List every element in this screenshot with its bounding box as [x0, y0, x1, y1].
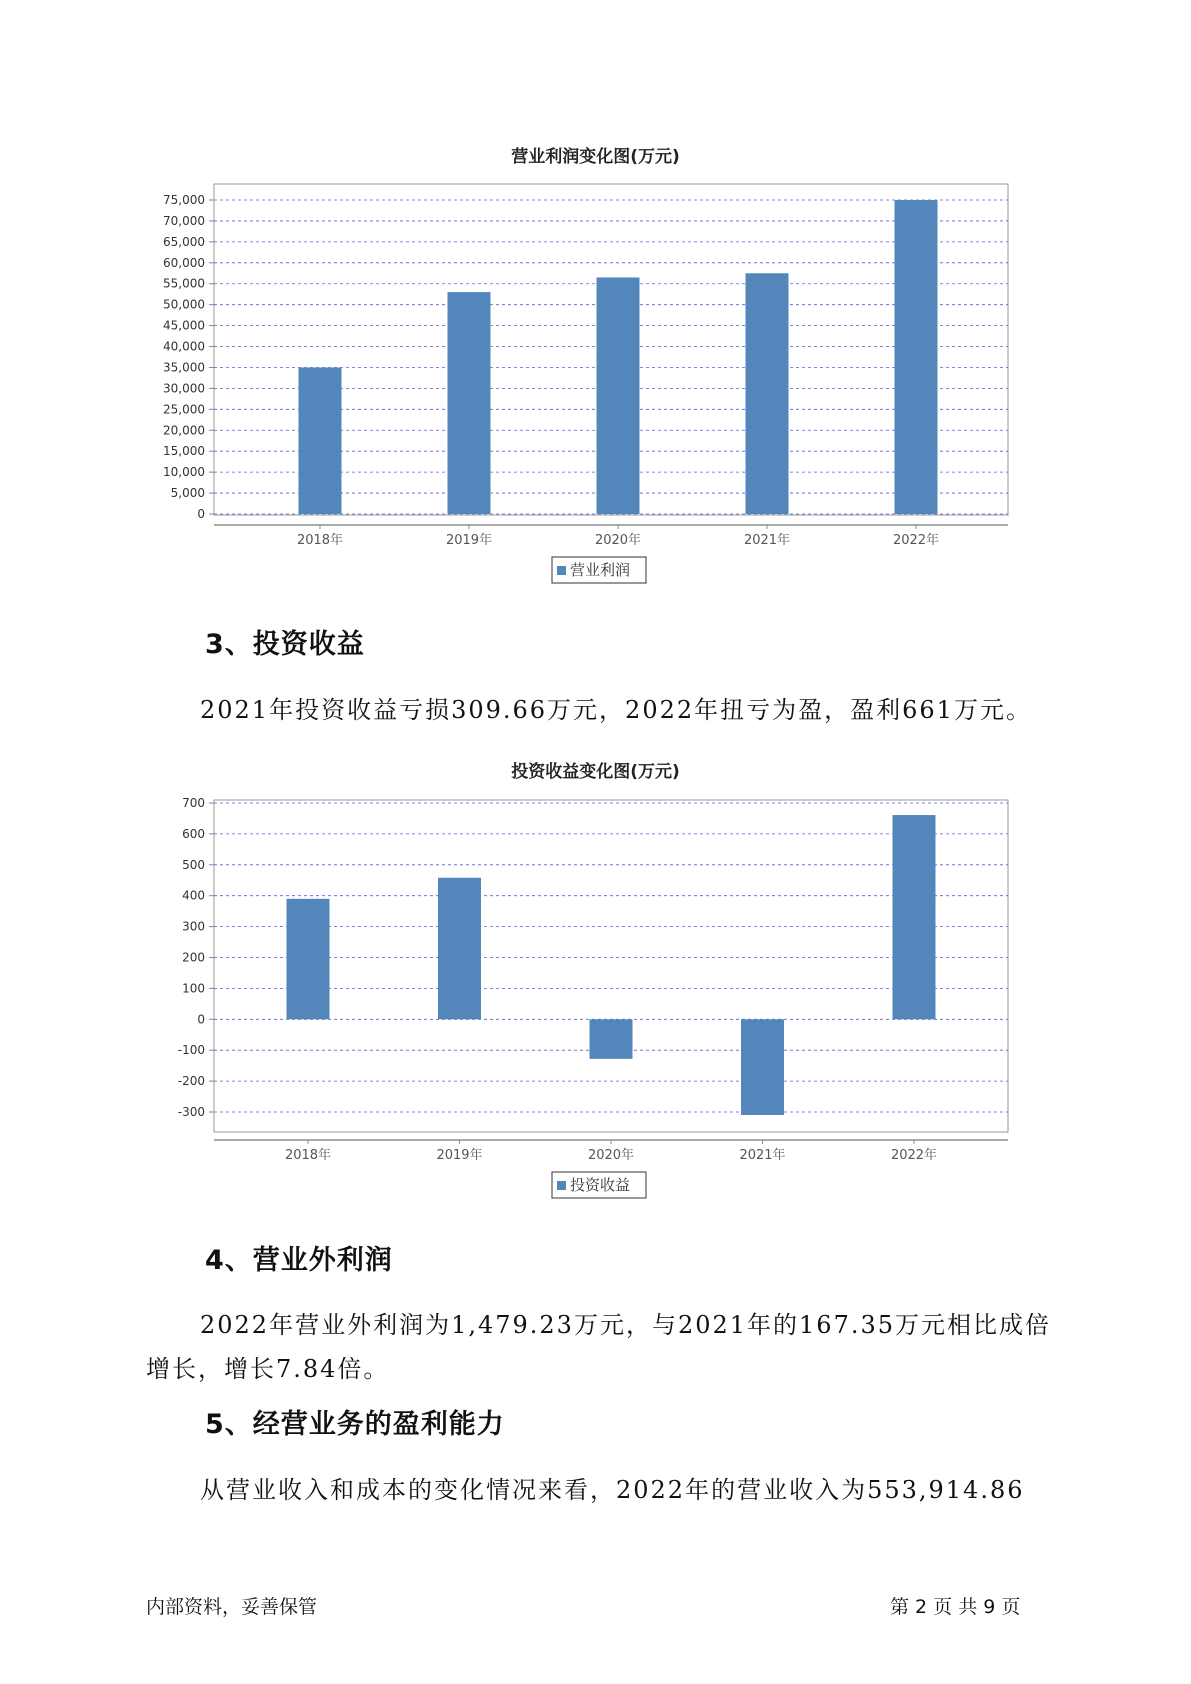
y-tick-label: 5,000	[170, 486, 205, 501]
x-tick-label: 2019年	[445, 533, 493, 548]
section3-paragraph: 2021年投资收益亏损309.66万元，2022年扭亏为盈，盈利661万元。	[200, 696, 1032, 724]
section5-heading: 5、经营业务的盈利能力	[205, 1409, 505, 1440]
y-tick-label: 100	[182, 981, 205, 996]
chart1-title: 营业利润变化图(万元)	[511, 147, 680, 167]
y-tick-label: 70,000	[163, 213, 205, 228]
x-tick-label: 2020年	[594, 533, 642, 548]
y-tick-label: 10,000	[163, 465, 205, 480]
y-tick-label: 600	[182, 826, 205, 841]
y-tick-label: 75,000	[163, 193, 205, 207]
bar-2019年	[438, 878, 481, 1020]
y-tick-label: 200	[182, 950, 205, 965]
x-tick-label: 2021年	[743, 533, 791, 548]
x-tick-label: 2018年	[296, 533, 344, 548]
bar-2020年	[590, 1019, 633, 1059]
y-tick-label: -300	[177, 1105, 205, 1119]
footer-note: 内部资料，妥善保管	[146, 1596, 318, 1618]
bar-2018年	[287, 899, 330, 1020]
x-tick-label: 2022年	[890, 1148, 938, 1163]
x-tick-label: 2020年	[587, 1148, 635, 1163]
x-tick-label: 2018年	[284, 1148, 332, 1163]
y-tick-label: 20,000	[163, 423, 205, 438]
y-tick-label: 30,000	[163, 381, 205, 396]
section4-paragraph-line2: 增长，增长7.84倍。	[146, 1355, 390, 1383]
section4-paragraph-line1: 2022年营业外利润为1,479.23万元，与2021年的167.35万元相比成倍	[200, 1311, 1052, 1339]
chart2-title: 投资收益变化图(万元)	[511, 762, 680, 782]
x-tick-label: 2019年	[436, 1148, 483, 1163]
y-tick-label: -200	[177, 1074, 205, 1089]
y-tick-label: 15,000	[163, 444, 205, 459]
legend-label: 投资收益	[570, 1176, 631, 1194]
plot-area	[214, 800, 1008, 1132]
x-tick-label: 2021年	[739, 1148, 786, 1163]
section4-heading: 4、营业外利润	[205, 1245, 393, 1276]
legend-swatch	[557, 1181, 566, 1190]
page-number: 第 2 页 共 9 页	[890, 1596, 1021, 1618]
y-tick-label: 65,000	[163, 234, 205, 249]
y-tick-label: 45,000	[163, 318, 205, 333]
bar-2022年	[893, 815, 936, 1019]
y-tick-label: 50,000	[163, 297, 205, 312]
y-tick-label: -100	[177, 1043, 205, 1058]
x-tick-label: 2022年	[892, 533, 940, 548]
y-tick-label: 60,000	[163, 255, 205, 270]
y-tick-label: 35,000	[163, 360, 205, 375]
y-tick-label: 0	[197, 507, 205, 521]
legend-label: 营业利润	[570, 561, 631, 579]
section5-paragraph-line1: 从营业收入和成本的变化情况来看，2022年的营业收入为553,914.86	[200, 1476, 1025, 1504]
y-tick-label: 0	[197, 1012, 205, 1027]
y-tick-label: 40,000	[163, 339, 205, 354]
y-tick-label: 25,000	[163, 402, 205, 417]
y-tick-label: 55,000	[163, 276, 205, 291]
y-tick-label: 700	[182, 796, 205, 810]
bar-2021年	[741, 1019, 784, 1115]
y-tick-label: 400	[182, 888, 205, 903]
y-tick-label: 500	[182, 857, 205, 872]
section3-heading: 3、投资收益	[205, 629, 365, 660]
y-tick-label: 300	[182, 919, 205, 934]
